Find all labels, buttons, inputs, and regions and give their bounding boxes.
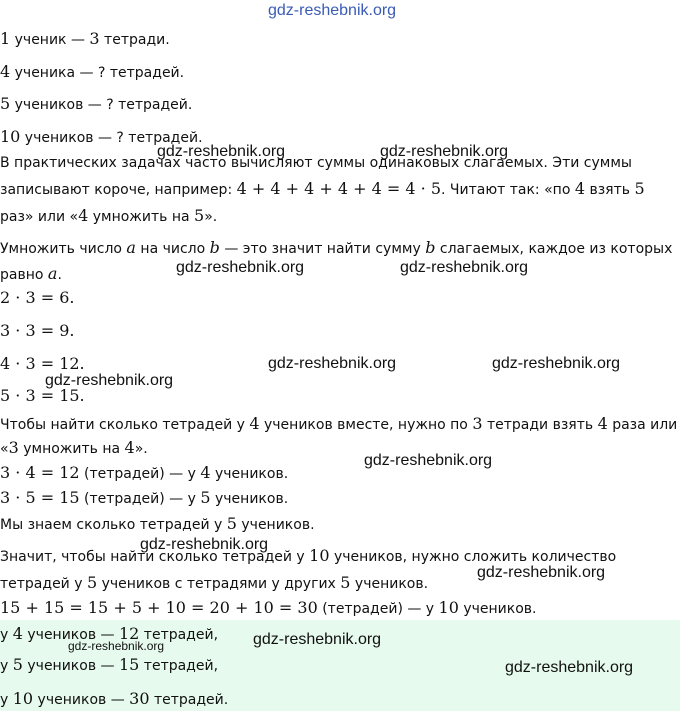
answer-line-2: у 5 учеников — 15 тетрадей, <box>0 655 219 674</box>
solution-line-4: 3 · 5 = 15 (тетрадей) — у 5 учеников. <box>0 488 289 507</box>
watermark: gdz-reshebnik.org <box>477 564 606 581</box>
equation-3: 4 · 3 = 12. <box>0 354 85 373</box>
watermark: gdz-reshebnik.org <box>253 631 382 648</box>
watermark: gdz-reshebnik.org <box>364 452 493 469</box>
watermark: gdz-reshebnik.org <box>157 143 286 160</box>
rule1-line-1: В практических задачах часто вычисляют суммы одинаковых слагаемых. Эти суммы <box>0 155 632 171</box>
solution-line-5: Мы знаем сколько тетрадей у 5 учеников. <box>0 514 315 533</box>
watermark: gdz-reshebnik.org <box>400 259 529 276</box>
equation-1: 2 · 3 = 6. <box>0 288 75 307</box>
watermark: gdz-reshebnik.org <box>505 659 634 676</box>
rule2-line-2: равно a. <box>0 264 62 283</box>
rule2-line-1: Умножить число a на число b — это значит найти сумму b слагаемых, каждое из которых <box>0 238 673 257</box>
intro-line-3: 5 учеников — ? тетрадей. <box>0 94 193 113</box>
intro-line-1: 1 ученик — 3 тетради. <box>0 29 170 48</box>
solution-line-2: «3 умножить на 4». <box>0 438 148 457</box>
watermark: gdz-reshebnik.org <box>380 143 509 160</box>
solution-line-1: Чтобы найти сколько тетрадей у 4 учеников вместе, нужно по 3 тетради взять 4 раза или <box>0 414 678 433</box>
intro-line-4: 10 учеников — ? тетрадей. <box>0 127 203 146</box>
watermark-small: gdz-reshebnik.org <box>68 639 165 653</box>
solution-line-7: тетрадей у 5 учеников с тетрадями у других 5 учеников. <box>0 573 429 592</box>
solution-line-8: 15 + 15 = 15 + 5 + 10 = 20 + 10 = 30 (тетрадей) — у 10 учеников. <box>0 598 537 617</box>
rule1-line-3: раз» или «4 умножить на 5». <box>0 206 218 225</box>
equation-4: 5 · 3 = 15. <box>0 386 85 405</box>
watermark: gdz-reshebnik.org <box>176 259 305 276</box>
solution-line-3: 3 · 4 = 12 (тетрадей) — у 4 учеников. <box>0 463 289 482</box>
watermark-top: gdz-reshebnik.org <box>268 2 397 19</box>
watermark: gdz-reshebnik.org <box>45 372 174 389</box>
watermark: gdz-reshebnik.org <box>140 536 269 553</box>
watermark: gdz-reshebnik.org <box>268 355 397 372</box>
intro-line-2: 4 ученика — ? тетрадей. <box>0 62 185 81</box>
answer-line-1: у 4 учеников — 12 тетрадей, <box>0 624 219 643</box>
solution-line-6: Значит, чтобы найти сколько тетрадей у 10 учеников, нужно сложить количество <box>0 546 617 565</box>
watermark: gdz-reshebnik.org <box>492 355 621 372</box>
rule1-line-2: записывают короче, например: 4 + 4 + 4 + 4 + 4 = 4 · 5. Читают так: «по 4 взять 5 <box>0 179 645 198</box>
equation-2: 3 · 3 = 9. <box>0 321 75 340</box>
answer-line-3: у 10 учеников — 30 тетрадей. <box>0 689 229 708</box>
